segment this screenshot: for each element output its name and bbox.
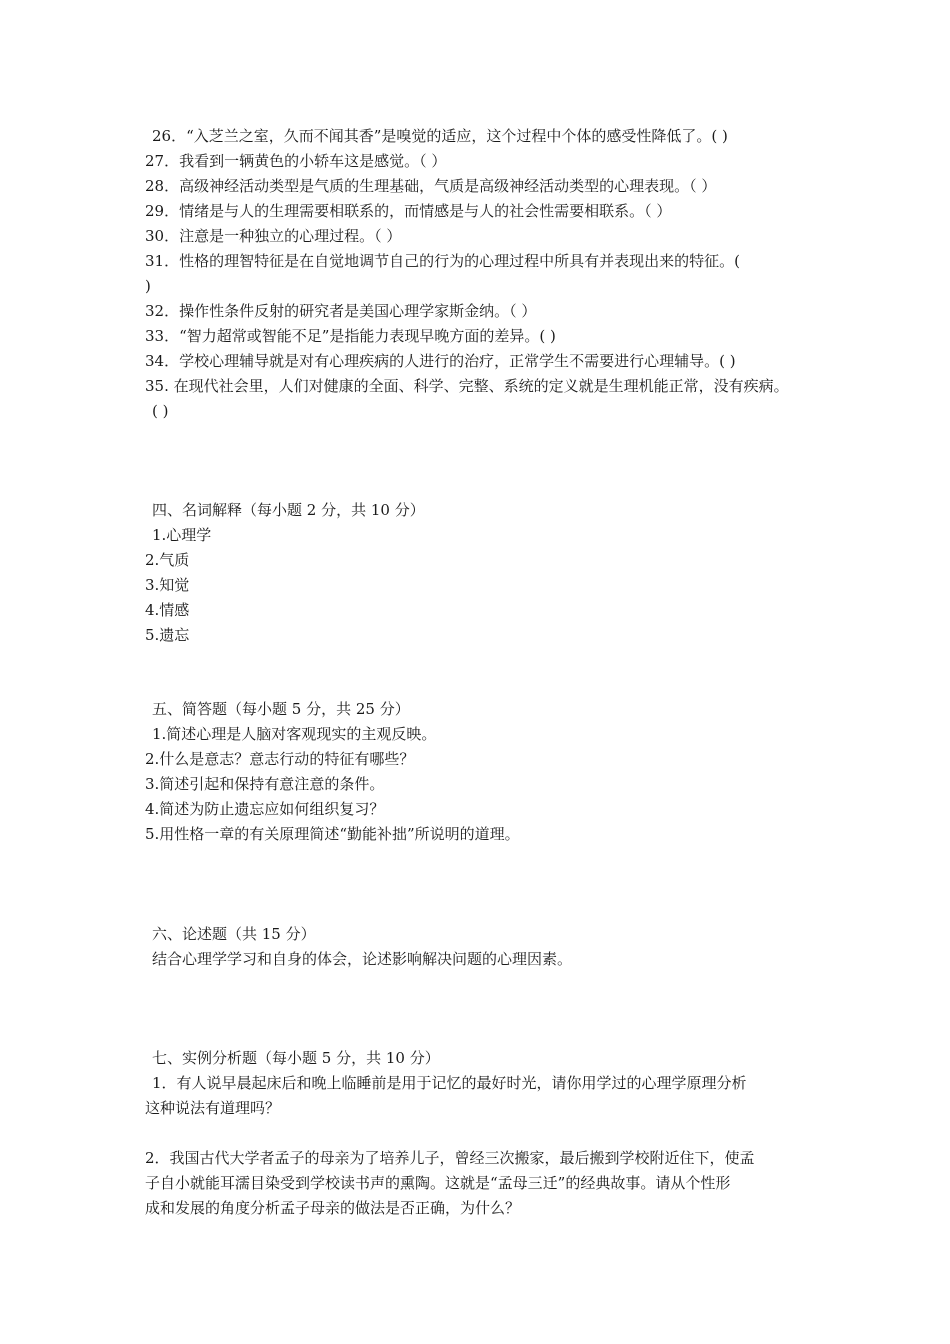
question-32: 32．操作性条件反射的研究者是美国心理学家斯金纳。（ ） <box>145 302 537 320</box>
section-5-item-3: 3.简述引起和保持有意注意的条件。 <box>145 775 385 793</box>
section-7-q2-line-3: 成和发展的角度分析孟子母亲的做法是否正确，为什么？ <box>145 1199 521 1217</box>
question-35-cont: ( ) <box>152 402 169 420</box>
question-34: 34．学校心理辅导就是对有心理疾病的人进行的治疗，正常学生不需要进行心理辅导。( ) <box>145 352 736 370</box>
section-5-item-5: 5.用性格一章的有关原理简述“勤能补拙”所说明的道理。 <box>145 825 520 843</box>
section-7-q1-line-1: 1．有人说早晨起床后和晚上临睡前是用于记忆的最好时光，请你用学过的心理学原理分析 <box>152 1074 747 1092</box>
question-33: 33．“智力超常或智能不足”是指能力表现早晚方面的差异。( ) <box>145 327 556 345</box>
section-5-item-2: 2.什么是意志？意志行动的特征有哪些？ <box>145 750 415 768</box>
question-26: 26．“入芝兰之室，久而不闻其香”是嗅觉的适应，这个过程中个体的感受性降低了。( ) <box>152 127 728 145</box>
section-4-item-1: 1.心理学 <box>152 526 212 544</box>
section-7-q2-line-2: 子自小就能耳濡目染受到学校读书声的熏陶。这就是“孟母三迁”的经典故事。请从个性形 <box>145 1174 731 1192</box>
section-6-body: 结合心理学学习和自身的体会，论述影响解决问题的心理因素。 <box>152 950 573 968</box>
section-4-item-5: 5.遗忘 <box>145 626 190 644</box>
section-5-item-4: 4.简述为防止遗忘应如何组织复习？ <box>145 800 385 818</box>
question-31: 31．性格的理智特征是在自觉地调节自己的行为的心理过程中所具有并表现出来的特征。( <box>145 252 740 270</box>
question-35: 35. 在现代社会里，人们对健康的全面、科学、完整、系统的定义就是生理机能正常，没有疾病。 <box>145 377 789 395</box>
question-31-cont: ) <box>145 277 151 295</box>
section-5-title: 五、简答题（每小题 5 分，共 25 分） <box>152 700 410 718</box>
section-7-q2-line-1: 2．我国古代大学者孟子的母亲为了培养儿子，曾经三次搬家，最后搬到学校附近住下，使孟 <box>145 1149 755 1167</box>
question-30: 30．注意是一种独立的心理过程。（ ） <box>145 227 402 245</box>
section-7-title: 七、实例分析题（每小题 5 分，共 10 分） <box>152 1049 440 1067</box>
section-4-title: 四、名词解释（每小题 2 分，共 10 分） <box>152 501 425 519</box>
section-7-q1-line-2: 这种说法有道理吗？ <box>145 1099 281 1117</box>
question-28: 28．高级神经活动类型是气质的生理基础，气质是高级神经活动类型的心理表现。（ ） <box>145 177 717 195</box>
question-27: 27．我看到一辆黄色的小轿车这是感觉。（ ） <box>145 152 447 170</box>
section-4-item-3: 3.知觉 <box>145 576 190 594</box>
section-4-item-2: 2.气质 <box>145 551 190 569</box>
question-29: 29．情绪是与人的生理需要相联系的，而情感是与人的社会性需要相联系。（ ） <box>145 202 672 220</box>
section-5-item-1: 1.简述心理是人脑对客观现实的主观反映。 <box>152 725 437 743</box>
section-4-item-4: 4.情感 <box>145 601 190 619</box>
section-6-title: 六、论述题（共 15 分） <box>152 925 316 943</box>
